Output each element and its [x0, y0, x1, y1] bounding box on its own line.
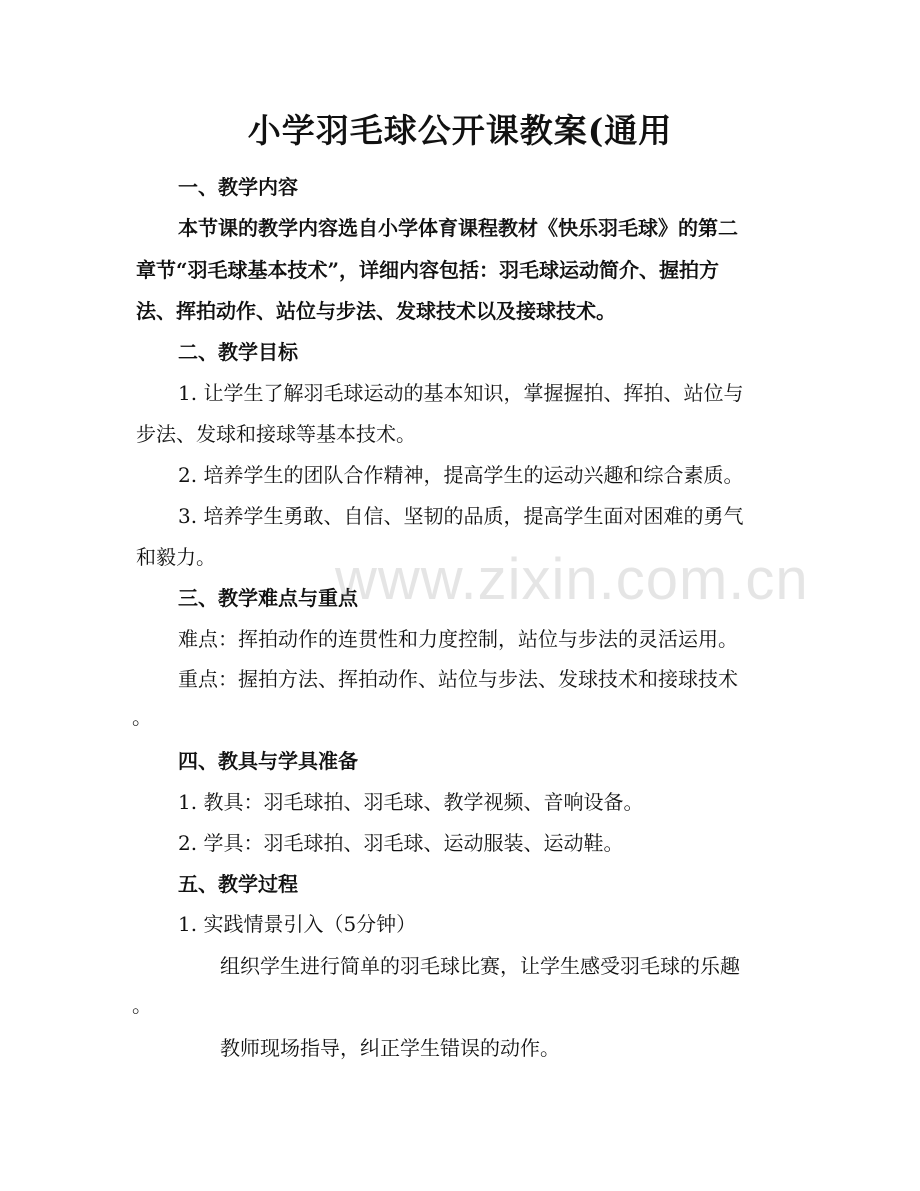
objective-item: 1. 让学生了解羽毛球运动的基本知识，掌握握拍、挥拍、站位与: [178, 381, 744, 405]
watermark: www.zixin.com.cn: [335, 547, 809, 612]
key-point-text: 重点：握拍方法、挥拍动作、站位与步法、发球技术和接球技术: [178, 667, 738, 691]
document-title: 小学羽毛球公开课教案(通用: [247, 111, 673, 150]
process-step-paragraph: 教师现场指导，纠正学生错误的动作。: [220, 1036, 560, 1060]
content-paragraph-line: 法、挥拍动作、站位与步法、发球技术以及接球技术。: [136, 299, 616, 323]
key-point-text-continued: 。: [132, 705, 152, 729]
difficulty-text: 难点：挥拍动作的连贯性和力度控制，站位与步法的灵活运用。: [178, 627, 738, 651]
objective-item: 3. 培养学生勇敢、自信、坚韧的品质，提高学生面对困难的勇气: [178, 504, 744, 528]
section-heading-objectives: 二、教学目标: [178, 340, 298, 364]
materials-item: 1. 教具：羽毛球拍、羽毛球、教学视频、音响设备。: [178, 790, 644, 814]
objective-item-continued: 步法、发球和接球等基本技术。: [136, 422, 416, 446]
content-paragraph-line: 章节“羽毛球基本技术”，详细内容包括：羽毛球运动简介、握拍方: [136, 258, 720, 282]
objective-item: 2. 培养学生的团队合作精神，提高学生的运动兴趣和综合素质。: [178, 463, 744, 487]
section-heading-content: 一、教学内容: [178, 175, 298, 199]
process-step-paragraph-continued: 。: [132, 993, 152, 1017]
section-heading-process: 五、教学过程: [178, 872, 298, 896]
process-step: 1. 实践情景引入（5分钟）: [178, 912, 417, 936]
content-paragraph-line: 本节课的教学内容选自小学体育课程教材《快乐羽毛球》的第二: [178, 216, 738, 240]
process-step-paragraph: 组织学生进行简单的羽毛球比赛，让学生感受羽毛球的乐趣: [220, 954, 740, 978]
section-heading-key-points: 三、教学难点与重点: [178, 586, 358, 610]
objective-item-continued: 和毅力。: [136, 545, 216, 569]
section-heading-materials: 四、教具与学具准备: [178, 749, 358, 773]
materials-item: 2. 学具：羽毛球拍、羽毛球、运动服装、运动鞋。: [178, 831, 624, 855]
